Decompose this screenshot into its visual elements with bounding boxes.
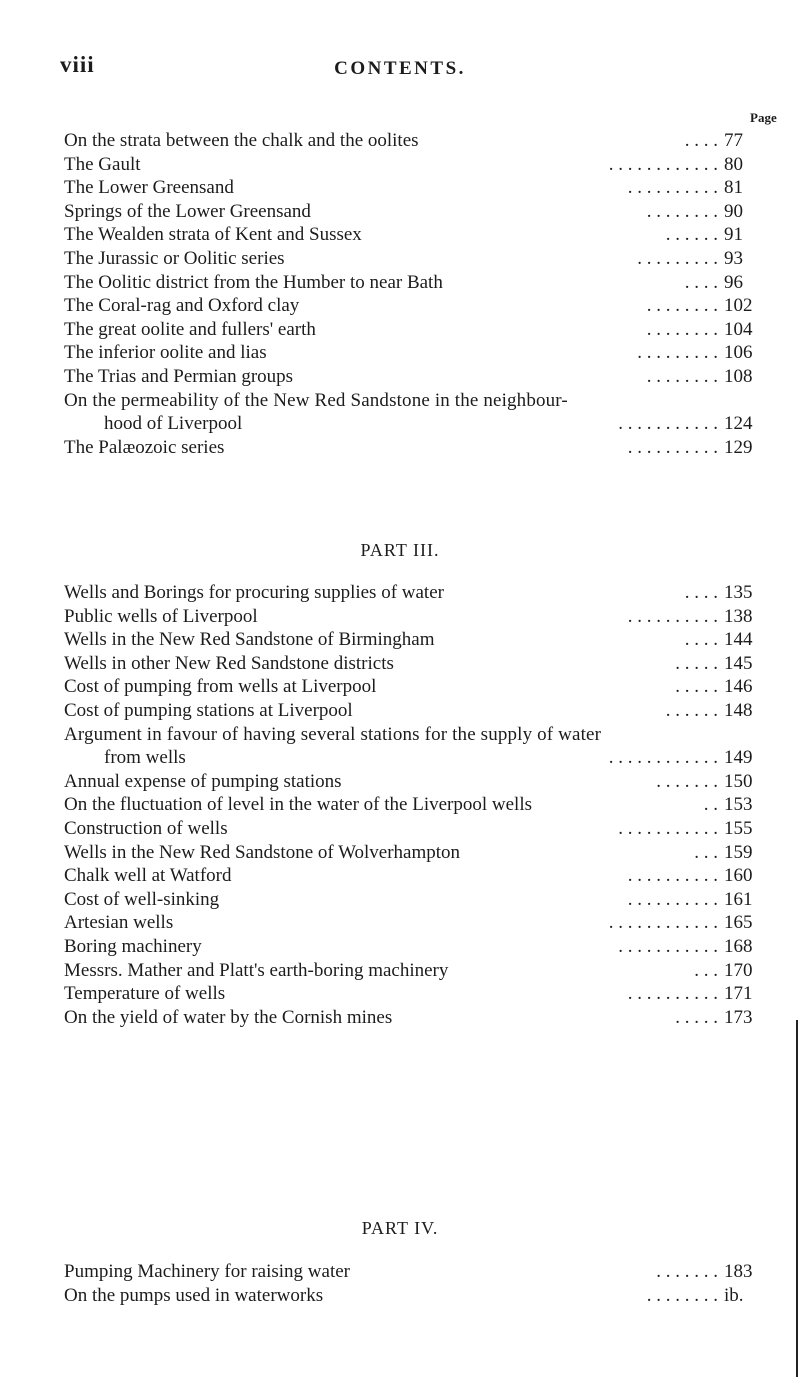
toc-entry bbox=[64, 1006, 774, 1030]
toc-entry-dot-leader: . . . . . . . . . . bbox=[627, 865, 718, 887]
toc-entry-page-number: 148 bbox=[724, 699, 753, 721]
toc-section-part-iii bbox=[64, 581, 774, 1029]
toc-entry-dot-leader: . . bbox=[703, 794, 718, 816]
toc-entry bbox=[64, 888, 774, 912]
toc-entry-dot-leader: . . . . . . . . . . . . bbox=[608, 912, 718, 934]
toc-entry-title: Wells in other New Red Sandstone districts bbox=[64, 652, 394, 674]
toc-entry-title: Temperature of wells bbox=[64, 983, 226, 1005]
toc-entry-title: Chalk well at Watford bbox=[64, 865, 232, 887]
toc-entry bbox=[64, 605, 774, 629]
toc-entry-page-number: 124 bbox=[724, 413, 753, 435]
toc-entry-page-number: 80 bbox=[724, 153, 743, 175]
toc-entry bbox=[64, 129, 774, 153]
toc-entry-page-number: 168 bbox=[724, 935, 753, 957]
toc-entry-page-number: 93 bbox=[724, 247, 743, 269]
toc-section-part-iv bbox=[64, 1260, 774, 1307]
toc-entry-title: The inferior oolite and lias bbox=[64, 342, 267, 364]
toc-entry-dot-leader: . . . . . . bbox=[665, 699, 718, 721]
toc-entry-title: On the yield of water by the Cornish mines bbox=[64, 1006, 393, 1028]
toc-entry-title: On the pumps used in waterworks bbox=[64, 1284, 324, 1306]
toc-entry-dot-leader: . . . bbox=[694, 841, 718, 863]
toc-entry-title: Springs of the Lower Greensand bbox=[64, 200, 311, 222]
toc-entry bbox=[64, 581, 774, 605]
toc-entry-title: The Palæozoic series bbox=[64, 436, 225, 458]
toc-entry bbox=[64, 341, 774, 365]
toc-entry bbox=[64, 247, 774, 271]
toc-section-part-ii bbox=[64, 129, 774, 459]
toc-entry bbox=[64, 817, 774, 841]
toc-entry-dot-leader: . . . . bbox=[684, 130, 718, 151]
toc-entry-page-number: 96 bbox=[724, 271, 743, 293]
part-iii-heading: PART III. bbox=[360, 540, 440, 560]
toc-entry-page-number: 161 bbox=[724, 888, 753, 910]
toc-entry bbox=[64, 675, 774, 699]
toc-entry bbox=[64, 935, 774, 959]
toc-entry-page-number: 106 bbox=[724, 342, 753, 364]
toc-entry-title: Wells in the New Red Sandstone of Birmingham bbox=[64, 629, 435, 651]
toc-entry-title: The Jurassic or Oolitic series bbox=[64, 247, 285, 269]
toc-entry-page-number: 170 bbox=[724, 959, 753, 981]
toc-entry-page-number: 90 bbox=[724, 200, 743, 222]
toc-entry-dot-leader: . . . . . . . . . . . bbox=[618, 413, 718, 435]
toc-entry bbox=[64, 911, 774, 935]
toc-entry-title: The Lower Greensand bbox=[64, 177, 234, 199]
toc-entry-title: Cost of well-sinking bbox=[64, 888, 220, 910]
toc-entry bbox=[64, 271, 774, 295]
toc-entry-dot-leader: . . . . . . . . . . . bbox=[618, 935, 718, 957]
toc-entry-title: Annual expense of pumping stations bbox=[64, 770, 342, 792]
toc-entry bbox=[64, 699, 774, 723]
toc-entry bbox=[64, 1284, 774, 1308]
toc-entry-title: Argument in favour of having several stations for the supply of water bbox=[64, 723, 602, 745]
page-column-label: Page bbox=[750, 110, 777, 125]
toc-entry-title: Boring machinery bbox=[64, 935, 202, 957]
toc-entry-dot-leader: . . . . bbox=[684, 271, 718, 293]
toc-entry-dot-leader: . . . . . bbox=[675, 676, 718, 698]
toc-entry-page-number: 104 bbox=[724, 318, 753, 340]
toc-entry-title: On the permeability of the New Red Sandstone in the neighbour- bbox=[64, 389, 568, 411]
page-folio: viii bbox=[60, 52, 95, 77]
toc-entry-title: Cost of pumping stations at Liverpool bbox=[64, 699, 353, 721]
toc-entry-dot-leader: . . . . . bbox=[675, 652, 718, 674]
toc-entry-dot-leader: . . . . . . bbox=[665, 224, 718, 246]
toc-entry bbox=[64, 176, 774, 200]
toc-entry-dot-leader: . . . . bbox=[684, 629, 718, 651]
toc-entry-dot-leader: . . . . . . . . bbox=[646, 318, 718, 340]
toc-entry-dot-leader: . . . . . . . . . . bbox=[627, 983, 718, 1005]
toc-entry-page-number: 108 bbox=[724, 365, 753, 387]
toc-entry-title: Wells and Borings for procuring supplies of water bbox=[64, 582, 444, 603]
toc-entry bbox=[64, 652, 774, 676]
toc-entry bbox=[64, 153, 774, 177]
toc-entry-dot-leader: . . . . bbox=[684, 582, 718, 603]
toc-entry bbox=[64, 318, 774, 342]
toc-entry-page-number: 144 bbox=[724, 629, 753, 651]
toc-entry-dot-leader: . . . . . . . . bbox=[646, 295, 718, 317]
toc-entry-page-number: 135 bbox=[724, 582, 753, 603]
toc-entry-dot-leader: . . . . . . . . . . bbox=[627, 605, 718, 627]
toc-entry-title: The Wealden strata of Kent and Sussex bbox=[64, 224, 362, 246]
toc-entry-page-number: 138 bbox=[724, 605, 753, 627]
toc-entry-title: Messrs. Mather and Platt's earth-boring machinery bbox=[64, 959, 449, 981]
page-edge-shadow bbox=[796, 1020, 798, 1377]
toc-entry-page-number: 150 bbox=[724, 770, 753, 792]
toc-entry-dot-leader: . . . . . . . . . . . . bbox=[608, 747, 718, 769]
toc-entry-page-number: 129 bbox=[724, 436, 753, 458]
toc-entry-dot-leader: . . . . . . . . . . bbox=[627, 177, 718, 199]
toc-entry bbox=[64, 294, 774, 318]
toc-entry-page-number: 155 bbox=[724, 817, 753, 839]
toc-entry bbox=[64, 1260, 774, 1284]
toc-entry bbox=[64, 723, 774, 747]
toc-entry-title: The Coral-rag and Oxford clay bbox=[64, 295, 300, 317]
toc-entry-title: Wells in the New Red Sandstone of Wolverhampton bbox=[64, 841, 461, 863]
toc-entry bbox=[64, 959, 774, 983]
toc-entry-dot-leader: . . . . . . . . . . . . bbox=[608, 153, 718, 175]
toc-entry-dot-leader: . . . . . . . . . . bbox=[627, 888, 718, 910]
toc-entry-page-number: 146 bbox=[724, 676, 753, 698]
toc-entry-dot-leader: . . . bbox=[694, 959, 718, 981]
part-iv-heading: PART IV. bbox=[361, 1218, 439, 1238]
toc-entry-page-number: 160 bbox=[724, 865, 753, 887]
toc-entry-page-number: 145 bbox=[724, 652, 753, 674]
toc-entry-page-number: 102 bbox=[724, 295, 753, 317]
toc-entry-title: Pumping Machinery for raising water bbox=[64, 1261, 350, 1282]
toc-entry-dot-leader: . . . . . bbox=[675, 1006, 718, 1028]
toc-entry-title: hood of Liverpool bbox=[104, 413, 243, 435]
toc-entry-page-number: 159 bbox=[724, 841, 753, 863]
toc-entry bbox=[64, 412, 774, 436]
toc-entry bbox=[64, 223, 774, 247]
running-head: CONTENTS. bbox=[334, 58, 466, 79]
toc-entry-page-number: 173 bbox=[724, 1006, 753, 1028]
toc-entry-title: The Oolitic district from the Humber to near Bath bbox=[64, 271, 443, 293]
toc-entry-page-number: ib. bbox=[724, 1284, 744, 1306]
toc-entry-page-number: 91 bbox=[724, 224, 743, 246]
toc-entry-dot-leader: . . . . . . . bbox=[656, 1261, 718, 1282]
toc-entry-dot-leader: . . . . . . . . bbox=[646, 365, 718, 387]
toc-entry-page-number: 77 bbox=[724, 130, 743, 151]
toc-entry bbox=[64, 841, 774, 865]
toc-entry bbox=[64, 436, 774, 460]
toc-entry-dot-leader: . . . . . . . bbox=[656, 770, 718, 792]
toc-entry-dot-leader: . . . . . . . . . . . bbox=[618, 817, 718, 839]
toc-entry-page-number: 171 bbox=[724, 983, 753, 1005]
toc-entry-page-number: 153 bbox=[724, 794, 753, 816]
toc-entry bbox=[64, 628, 774, 652]
toc-entry bbox=[64, 389, 774, 413]
toc-entry bbox=[64, 793, 774, 817]
toc-entry bbox=[64, 200, 774, 224]
toc-entry bbox=[64, 982, 774, 1006]
toc-entry-title: Artesian wells bbox=[64, 912, 174, 934]
toc-entry-title: Public wells of Liverpool bbox=[64, 605, 258, 627]
toc-entry-title: The Gault bbox=[64, 153, 141, 175]
toc-entry-title: Cost of pumping from wells at Liverpool bbox=[64, 676, 377, 698]
toc-entry-title: The great oolite and fullers' earth bbox=[64, 318, 316, 340]
toc-entry bbox=[64, 864, 774, 888]
toc-entry-dot-leader: . . . . . . . . . bbox=[637, 342, 718, 364]
toc-entry-dot-leader: . . . . . . . . bbox=[646, 1284, 718, 1306]
toc-entry-title: Construction of wells bbox=[64, 817, 228, 839]
toc-entry-dot-leader: . . . . . . . . . bbox=[637, 247, 718, 269]
toc-entry bbox=[64, 770, 774, 794]
toc-entry-page-number: 81 bbox=[724, 177, 743, 199]
toc-entry-title: On the fluctuation of level in the water of the Liverpool wells bbox=[64, 794, 532, 816]
toc-entry-page-number: 165 bbox=[724, 912, 753, 934]
toc-entry-dot-leader: . . . . . . . . bbox=[646, 200, 718, 222]
toc-entry-dot-leader: . . . . . . . . . . bbox=[627, 436, 718, 458]
toc-entry-title: On the strata between the chalk and the oolites bbox=[64, 130, 419, 151]
toc-entry-page-number: 183 bbox=[724, 1261, 753, 1282]
toc-entry-title: The Trias and Permian groups bbox=[64, 365, 294, 387]
toc-entry-title: from wells bbox=[104, 747, 186, 769]
toc-entry bbox=[64, 365, 774, 389]
toc-entry-page-number: 149 bbox=[724, 747, 753, 769]
toc-entry bbox=[64, 746, 774, 770]
